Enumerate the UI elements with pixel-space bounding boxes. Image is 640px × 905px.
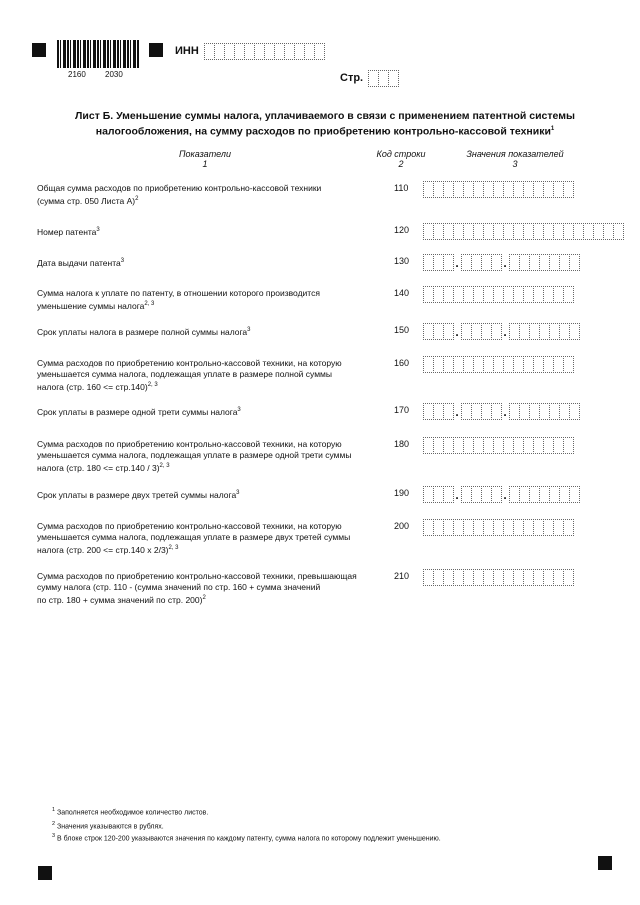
alignment-marker-top-left (32, 43, 46, 57)
amount-digit-cell[interactable] (563, 181, 574, 198)
indicator-label-line: Общая сумма расходов по приобретению контрольно-кассовой техники (37, 183, 322, 193)
date-digit-cell[interactable] (569, 323, 580, 340)
page-digit-cell[interactable] (388, 70, 399, 87)
footnote-ref: 3 (247, 327, 251, 333)
amount-field[interactable] (423, 181, 573, 198)
date-field[interactable] (423, 486, 579, 503)
date-digit-cell[interactable] (569, 486, 580, 503)
footnote-text: Значения указываются в рублях. (55, 823, 164, 831)
date-digit-cell[interactable] (569, 403, 580, 420)
date-separator: . (503, 325, 507, 339)
indicator-label (37, 405, 382, 418)
indicator-label-line: Сумма налога к уплате по патенту, в отношении которого производится (37, 288, 320, 298)
footnote-ref: 2 (135, 196, 139, 202)
footnote-ref: 2 (202, 595, 206, 601)
indicator-label-line: Сумма расходов по приобретению контрольно-кассовой техники, на которую (37, 439, 342, 449)
sheet-title-line-2: налогообложения, на сумму расходов по приобретению контрольно-кассовой техники$^1$ (95, 125, 555, 138)
alignment-marker-bottom-left (38, 866, 52, 880)
line-code: 190 (394, 488, 410, 498)
indicator-label-line: налога (стр. 160 <= стр.140)$^{2, 3}$ (37, 381, 158, 392)
indicator-label (37, 225, 382, 238)
footnote-number: 2 (52, 821, 56, 827)
line-code: 120 (394, 225, 410, 235)
footnote-ref: 2, 3 (147, 382, 158, 388)
alignment-marker-bottom-right (598, 856, 612, 870)
line-code: 110 (394, 183, 409, 193)
patent-char-cell[interactable] (613, 223, 624, 240)
inn-field[interactable] (204, 43, 324, 60)
date-separator: . (455, 325, 459, 339)
alignment-marker-top-middle (149, 43, 163, 57)
indicator-label-line: (сумма стр. 050 Листа А)$^2$ (37, 195, 139, 206)
footnote-ref: 3 (120, 258, 125, 264)
date-separator: . (503, 256, 507, 270)
indicator-label (37, 439, 382, 474)
amount-digit-cell[interactable] (563, 437, 574, 454)
footnote-ref: 2, 3 (144, 301, 155, 307)
footnote-ref: 3 (237, 407, 241, 413)
indicator-label-line: по стр. 180 + сумма значений по стр. 200)$^2$ (37, 594, 206, 605)
column-header-line-code: Код строки 2 (376, 149, 426, 169)
date-separator: . (455, 256, 459, 270)
line-code: 180 (394, 439, 410, 449)
indicator-label (37, 256, 382, 269)
column-header-values: Значения показателей 3 (466, 149, 564, 169)
amount-field[interactable] (423, 356, 573, 373)
amount-digit-cell[interactable] (563, 569, 574, 586)
indicator-label-line: Срок уплаты в размере двух третей суммы налога$^3$ (37, 489, 240, 500)
barcode-number-right: 2030 (105, 70, 123, 79)
indicator-label-line: Срок уплаты в размере одной трети суммы налога$^3$ (37, 406, 241, 417)
line-code: 150 (394, 325, 410, 335)
footnote-ref: 3 (236, 490, 240, 496)
date-separator: . (455, 405, 459, 419)
page-label: Стр. (340, 72, 364, 84)
sheet-title (60, 110, 590, 139)
indicator-label-line: сумму налога (стр. 110 - (сумма значений по стр. 160 + сумма значений (37, 582, 321, 592)
indicator-label (37, 571, 382, 606)
footnote-number: 3 (52, 833, 56, 839)
page-number-field[interactable] (368, 70, 398, 87)
footnote-ref: 2, 3 (159, 463, 170, 469)
indicator-label (37, 358, 382, 393)
indicator-label-line: Срок уплаты налога в размере полной суммы налога$^3$ (37, 326, 251, 337)
indicator-label-line: уменьшается сумма налога, подлежащая уплате в размере двух третей суммы (37, 532, 351, 542)
indicator-label-line: налога (стр. 200 <= стр.140 x 2/3)$^{2, 3}$ (37, 544, 179, 555)
date-field[interactable] (423, 403, 579, 420)
indicator-label-line: Сумма расходов по приобретению контрольно-кассовой техники, на которую (37, 521, 342, 531)
indicator-label (37, 521, 382, 556)
amount-digit-cell[interactable] (563, 356, 574, 373)
amount-field[interactable] (423, 437, 573, 454)
barcode (57, 40, 139, 68)
line-code: 130 (394, 256, 410, 266)
indicator-label-line: уменьшение суммы налога$^{2, 3}$ (37, 300, 155, 311)
amount-field[interactable] (423, 519, 573, 536)
indicator-label-line: Дата выдачи патента$^3$ (37, 257, 125, 268)
indicator-label (37, 488, 382, 501)
amount-digit-cell[interactable] (563, 286, 574, 303)
date-separator: . (503, 405, 507, 419)
barcode-number-left: 2160 (68, 70, 86, 79)
line-code: 160 (394, 358, 410, 368)
indicator-label-line: Сумма расходов по приобретению контрольно-кассовой техники, превышающая (37, 571, 357, 581)
date-separator: . (503, 488, 507, 502)
footnote-ref: 3 (96, 227, 100, 233)
sheet-title-line-1: Лист Б. Уменьшение суммы налога, уплачиваемого в связи с применением патентной системы (75, 110, 575, 122)
line-code: 210 (394, 571, 410, 581)
date-digit-cell[interactable] (569, 254, 580, 271)
date-separator: . (455, 488, 459, 502)
amount-digit-cell[interactable] (563, 519, 574, 536)
inn-label: ИНН (175, 45, 199, 57)
date-field[interactable] (423, 323, 579, 340)
indicator-label-line: Сумма расходов по приобретению контрольно-кассовой техники, на которую (37, 358, 342, 368)
inn-digit-cell[interactable] (314, 43, 325, 60)
line-code: 140 (394, 288, 410, 298)
indicator-label (37, 325, 382, 338)
footnote-text: Заполняется необходимое количество листов. (55, 809, 209, 817)
sheet-title-footnote-ref: 1 (550, 126, 555, 132)
footnote (52, 806, 208, 817)
footnote-number: 1 (52, 807, 56, 813)
indicator-label (37, 288, 382, 312)
footnote-text: В блоке строк 120-200 указываются значения по каждому патенту, сумма налога по которому подлежит уменьшению. (55, 835, 441, 843)
amount-field[interactable] (423, 286, 573, 303)
footnote-ref: 2, 3 (168, 545, 179, 551)
footnote (52, 832, 441, 843)
line-code: 170 (394, 405, 410, 415)
patent-number-field[interactable] (423, 223, 623, 240)
amount-field[interactable] (423, 569, 573, 586)
indicator-label-line: налога (стр. 180 <= стр.140 / 3)$^{2, 3}$ (37, 462, 170, 473)
indicator-label-line: Номер патента$^3$ (37, 226, 100, 237)
indicator-label (37, 183, 382, 207)
line-code: 200 (394, 521, 410, 531)
date-field[interactable] (423, 254, 579, 271)
column-header-indicators: Показатели 1 (179, 149, 231, 169)
indicator-label-line: уменьшается сумма налога, подлежащая уплате в размере одной трети суммы (37, 450, 352, 460)
indicator-label-line: уменьшается сумма налога, подлежащая уплате в размере полной суммы (37, 369, 332, 379)
footnote (52, 820, 164, 831)
